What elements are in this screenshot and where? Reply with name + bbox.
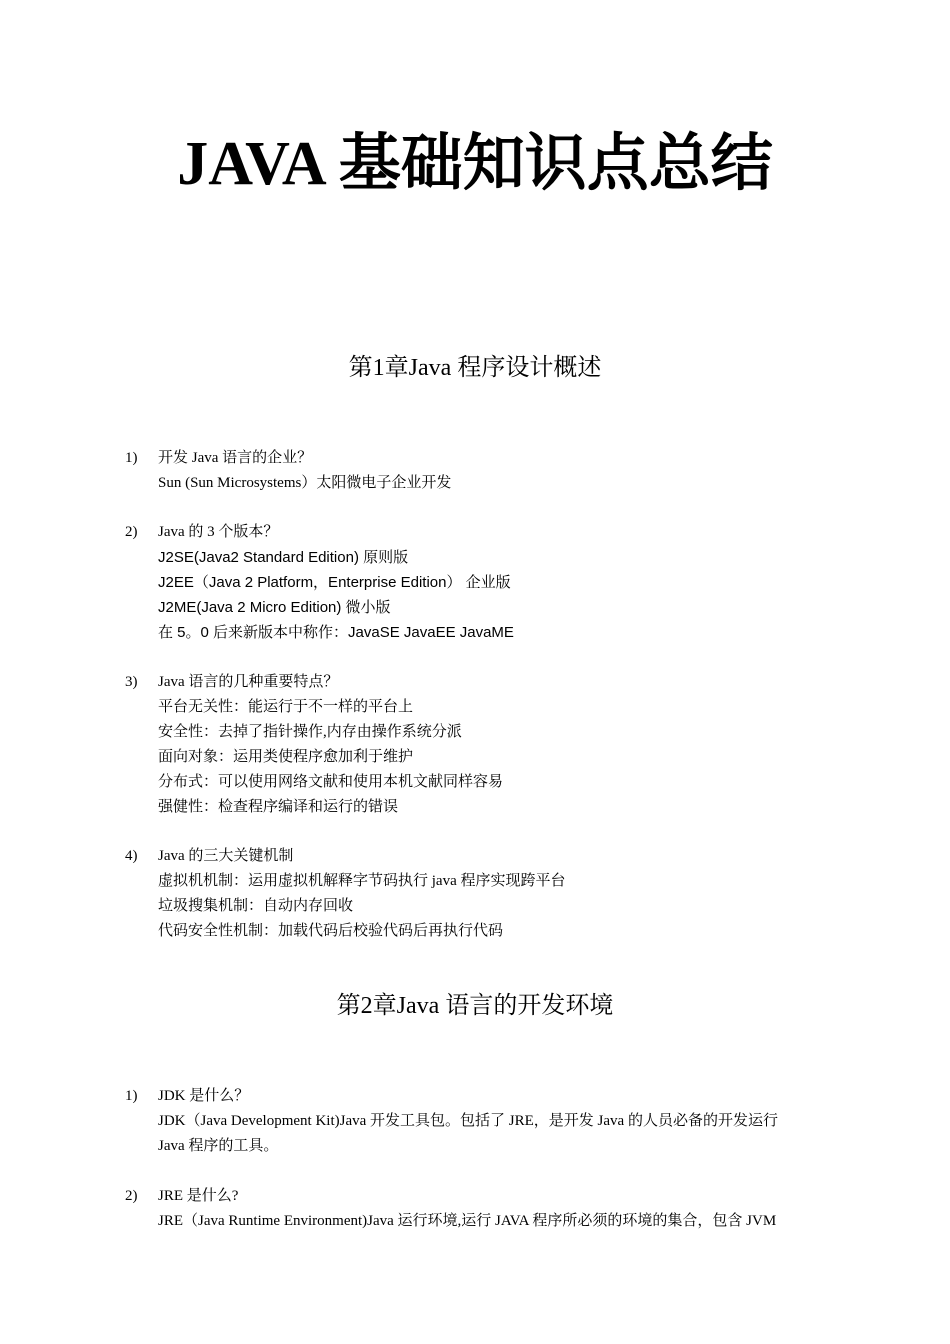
- qa-item: [125, 1084, 865, 1159]
- item-number: 1): [125, 450, 138, 466]
- document-title: JAVA 基础知识点总结: [177, 130, 773, 198]
- item-answer-line: J2ME(Java 2 Micro Edition) 微小版: [158, 599, 391, 616]
- item-number: 1): [125, 1088, 138, 1104]
- chapter-1-heading: 第1章Java 程序设计概述: [348, 355, 602, 381]
- chapter-2-heading: 第2章Java 语言的开发环境: [336, 993, 614, 1019]
- item-question: Java 的 3 个版本？: [158, 524, 279, 540]
- item-answer-line: 平台无关性：能运行于不一样的平台上: [158, 699, 414, 715]
- item-answer-line: 代码安全性机制：加载代码后校验代码后再执行代码: [158, 923, 504, 939]
- item-number: 4): [125, 848, 138, 864]
- item-answer-line: 分布式：可以使用网络文献和使用本机文献同样容易: [158, 774, 504, 790]
- item-number: 2): [125, 524, 138, 540]
- item-answer-line: 在 5。0 后来新版本中称作：JavaSE JavaEE JavaME: [158, 624, 514, 641]
- item-question: JDK 是什么？: [158, 1088, 250, 1104]
- item-answer-line: 安全性：去掉了指针操作,内存由操作系统分派: [158, 724, 462, 740]
- item-question: Java 语言的几种重要特点？: [158, 674, 339, 690]
- item-answer-line: Sun (Sun Microsystems）太阳微电子企业开发: [158, 475, 452, 491]
- item-question: 开发 Java 语言的企业？: [158, 450, 313, 466]
- item-number: 3): [125, 674, 138, 690]
- qa-item: [125, 844, 865, 944]
- item-answer-line: 垃圾搜集机制：自动内存回收: [158, 898, 354, 914]
- item-answer-line: 面向对象：运用类使程序愈加利于维护: [158, 749, 414, 765]
- item-answer-line: 强健性：检查程序编译和运行的错误: [158, 799, 399, 815]
- qa-item: [125, 446, 865, 496]
- item-answer-line: J2EE（Java 2 Platform，Enterprise Edition） 企业版: [158, 574, 511, 591]
- item-answer-line: Java 程序的工具。: [158, 1138, 279, 1154]
- item-number: 2): [125, 1188, 138, 1204]
- item-answer-line: JRE（Java Runtime Environment)Java 运行环境,运行 JAVA 程序所必须的环境的集合，包含 JVM: [158, 1213, 777, 1229]
- qa-item: [125, 670, 865, 820]
- item-answer-line: J2SE(Java2 Standard Edition) 原则版: [158, 549, 409, 566]
- qa-item: [125, 1184, 865, 1234]
- item-answer-line: JDK（Java Development Kit)Java 开发工具包。包括了 JRE，是开发 Java 的人员必备的开发运行: [158, 1113, 778, 1129]
- item-question: Java 的三大关键机制: [158, 848, 294, 864]
- item-question: JRE 是什么?: [158, 1188, 239, 1204]
- item-answer-line: 虚拟机机制：运用虚拟机解释字节码执行 java 程序实现跨平台: [158, 873, 566, 889]
- qa-item: [125, 520, 865, 645]
